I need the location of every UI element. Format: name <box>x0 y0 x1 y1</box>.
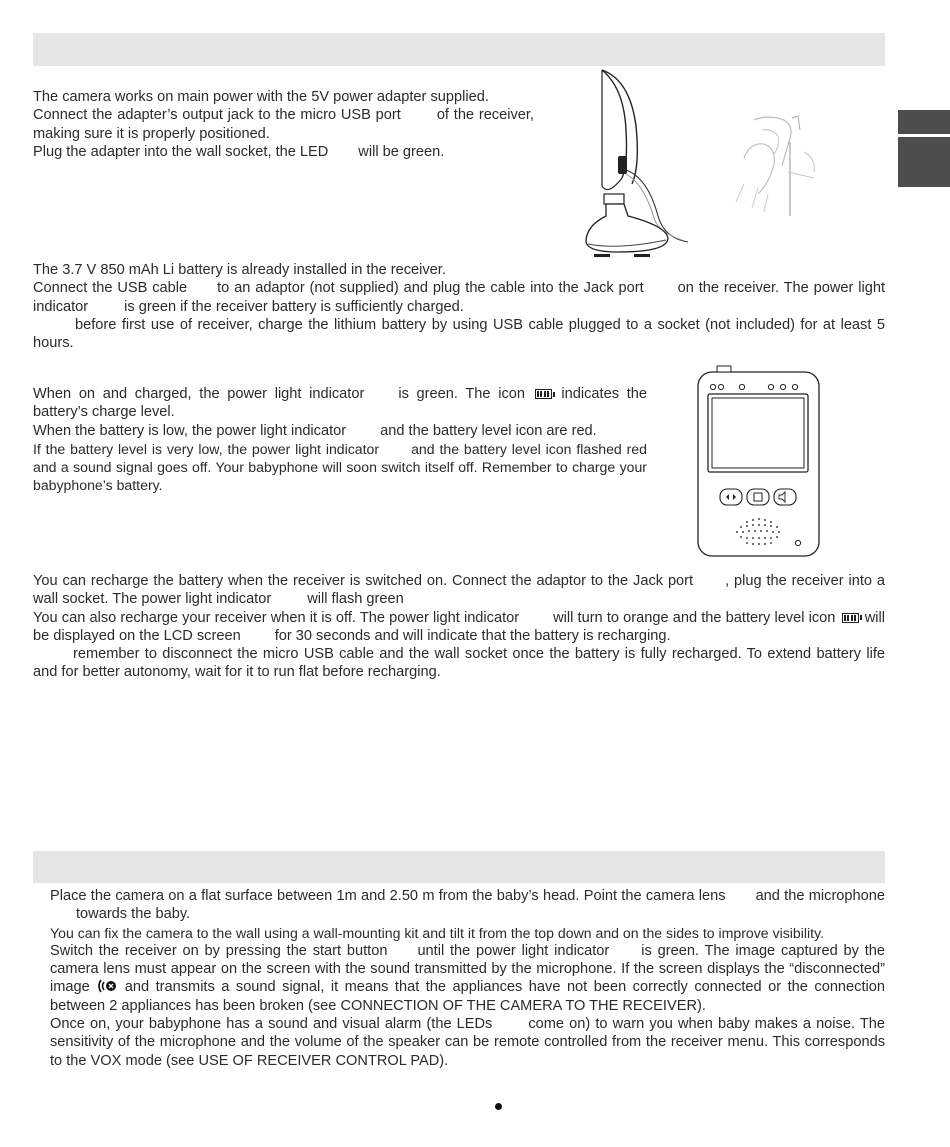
recharge-line-3: remember to disconnect the micro USB cable and the wall socket once the battery is fully recharged. To extend battery life and for better autonomy, wait for it to run flat before recharging. <box>33 646 885 681</box>
battery-install-paragraph <box>33 261 885 352</box>
battery-install-line-1: The 3.7 V 850 mAh Li battery is already installed in the receiver. <box>33 262 446 278</box>
recharge-line-1: You can recharge the battery when the receiver is switched on. Connect the adaptor to the Jack port , plug the receiver into a wall socket. The power light indicator will flash green <box>33 573 885 608</box>
chapter-tab-marker <box>898 110 950 134</box>
section-header-bar-camera-power <box>33 33 885 66</box>
battery-level-paragraph <box>33 385 647 495</box>
hand-illustration <box>724 112 832 218</box>
installation-line-2: You can fix the camera to the wall using a wall-mounting kit and tilt it from the top down and on the sides to improve visibility. <box>50 924 824 941</box>
camera-power-line-2: Connect the adapter’s output jack to the micro USB port of the receiver, making sure it is properly positioned. <box>33 107 534 142</box>
camera-power-line-3: Plug the adapter into the wall socket, the LED will be green. <box>33 143 445 160</box>
installation-line-4: Once on, your babyphone has a sound and visual alarm (the LEDs come on) to warn you when baby makes a noise. The sensitivity of the microphone and the volume of the speaker can be remote controlled from the receiver menu. This corresponds to the VOX mode (see USE OF RECEIVER CONTROL PAD). <box>50 1016 885 1069</box>
camera-illustration <box>578 66 690 258</box>
installation-line-3: Switch the receiver on by pressing the start button until the power light indicator is green. The image captured by the camera lens must appear on the screen with the sound transmitted by the microphone. If the screen displays the “disconnected” image and transmits a sound signal, it means that the appliances have not been correctly connected or the connection between 2 appliances has been broken (see CONNECTION OF THE CAMERA TO THE RECEIVER). <box>50 942 885 1014</box>
battery-install-line-3: before first use of receiver, charge the lithium battery by using USB cable plugged to a socket (not included) for at least 5 hours. <box>33 316 885 352</box>
chapter-tab-active <box>898 137 950 187</box>
section-header-bar-installation <box>33 851 885 883</box>
camera-power-line-1: The camera works on main power with the 5V power adapter supplied. <box>33 89 489 105</box>
page-bullet <box>495 1103 502 1110</box>
installation-paragraph <box>50 887 885 1070</box>
battery-level-icon <box>842 613 859 623</box>
battery-level-line-1: When on and charged, the power light indicator is green. The icon indicates the battery’s charge level. <box>33 386 647 421</box>
signal-disconnected-icon <box>96 979 118 993</box>
battery-level-icon <box>535 389 552 399</box>
recharge-paragraph <box>33 572 885 682</box>
receiver-illustration <box>697 364 821 558</box>
installation-line-1: Place the camera on a flat surface between 1m and 2.50 m from the baby’s head. Point the camera lens and the microphonetowards the baby. <box>50 888 885 923</box>
battery-install-line-2: Connect the USB cable to an adaptor (not supplied) and plug the cable into the Jack port on the receiver. The power light indicator is green if the receiver battery is sufficiently charged. <box>33 280 886 315</box>
battery-level-line-2: When the battery is low, the power light indicator and the battery level icon are red. <box>33 422 597 439</box>
battery-level-line-3: If the battery level is very low, the power light indicator and the battery level icon flashed red and a sound signal goes off. Your babyphone will soon switch itself off. Remember to charge your babyphone’s battery. <box>33 440 647 494</box>
recharge-line-2: You can also recharge your receiver when it is off. The power light indicator will turn to orange and the battery level icon will be displayed on the LCD screen for 30 seconds and will indicate that the battery is recharging. <box>33 609 885 644</box>
camera-power-paragraph <box>33 88 534 161</box>
